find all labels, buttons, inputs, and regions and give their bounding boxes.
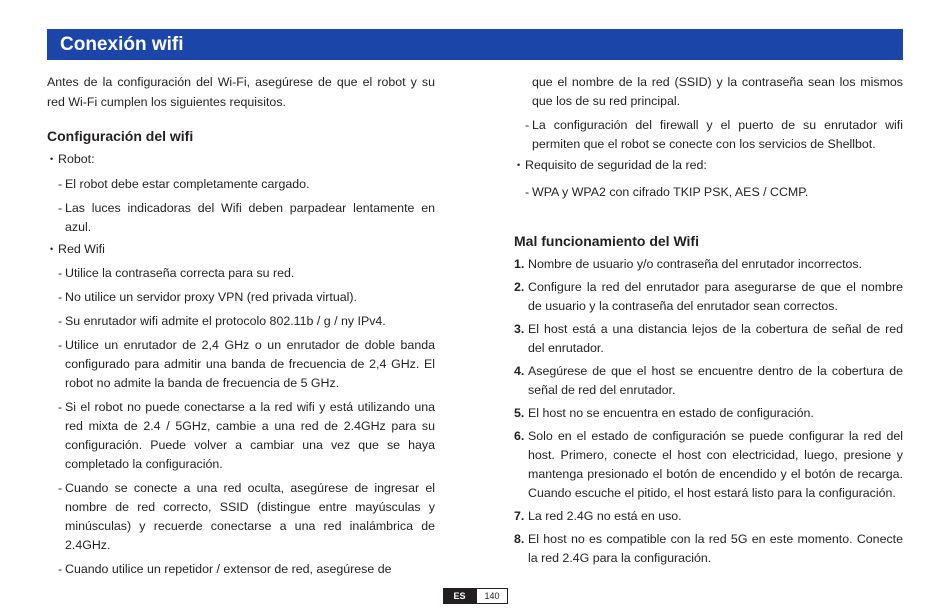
malfunction-item	[514, 507, 903, 526]
item-text: El host no es compatible con la red 5G en este momento. Conecte la red 2.4G para la configuración.	[528, 531, 903, 565]
redwifi-item: - La configuración del firewall y el puerto de su enrutador wifi permiten que el robot se conecte con los servicios de Shellbot.	[514, 116, 903, 154]
section-title-config: Configuración del wifi	[47, 128, 194, 144]
security-item: - WPA y WPA2 con cifrado TKIP PSK, AES / CCMP.	[514, 183, 903, 202]
item-number: 1.	[514, 256, 525, 271]
language-badge: ES	[443, 588, 476, 604]
item-number: 7.	[514, 508, 525, 523]
item-text: El host está a una distancia lejos de la cobertura de señal de red del enrutador.	[528, 321, 903, 355]
malfunction-list	[514, 255, 903, 568]
right-column	[514, 73, 903, 568]
intro-paragraph: Antes de la configuración del Wi-Fi, asegúrese de que el robot y su red Wi-Fi cumplen los siguientes requisitos.	[47, 75, 435, 109]
item-number: 3.	[514, 321, 525, 336]
malfunction-item	[514, 320, 903, 358]
redwifi-label: • Red Wifi	[47, 240, 435, 260]
item-number: 4.	[514, 363, 525, 378]
redwifi-item: - Utilice un enrutador de 2,4 GHz o un enrutador de doble banda configurado para admitir una banda de frecuencia de 2,4 GHz. El robot no admite la banda de frecuencia de 5 GHz.	[47, 336, 435, 393]
item-text: Configure la red del enrutador para asegurarse de que el nombre de usuario y la contraseña del enrutador sean correctos.	[528, 279, 903, 313]
redwifi-item: - Cuando utilice un repetidor / extensor de red, asegúrese de	[47, 560, 435, 579]
malfunction-item	[514, 278, 903, 316]
item-number: 8.	[514, 531, 525, 546]
section-title-malfunction: Mal funcionamiento del Wifi	[514, 232, 699, 249]
robot-item: - Las luces indicadoras del Wifi deben parpadear lentamente en azul.	[47, 199, 435, 237]
redwifi-item: - No utilice un servidor proxy VPN (red privada virtual).	[47, 288, 435, 307]
page-number: 140	[476, 588, 508, 604]
page-title: Conexión wifi	[47, 29, 903, 60]
item-number: 6.	[514, 428, 525, 443]
malfunction-item	[514, 255, 903, 274]
continuation-text: que el nombre de la red (SSID) y la contraseña sean los mismos que los de su red principal.	[532, 75, 903, 108]
left-column	[47, 73, 435, 579]
item-number: 2.	[514, 279, 525, 294]
robot-label: • Robot:	[47, 150, 435, 170]
malfunction-item	[514, 362, 903, 400]
item-text: El host no se encuentra en estado de configuración.	[528, 405, 814, 420]
redwifi-item: - Utilice la contraseña correcta para su red.	[47, 264, 435, 283]
malfunction-item	[514, 427, 903, 503]
malfunction-item	[514, 530, 903, 568]
item-text: La red 2.4G no está en uso.	[528, 508, 682, 523]
malfunction-item	[514, 404, 903, 423]
item-text: Solo en el estado de configuración se puede configurar la red del host. Primero, conecte el host con electricidad, luego, presione y mantenga presionado el botón de encendido y el botón de recarga. Cuando escuche el pitido, el host estará listo para la configuración.	[528, 428, 903, 500]
item-text: Asegúrese de que el host se encuentre dentro de la cobertura de señal de red del enrutador.	[528, 363, 903, 397]
security-label: • Requisito de seguridad de la red:	[514, 156, 903, 176]
item-number: 5.	[514, 405, 525, 420]
redwifi-item: - Si el robot no puede conectarse a la red wifi y está utilizando una red mixta de 2.4 / 5GHz, cambie a una red de 2.4GHz para su configuración. Puede volver a cambiar una vez que se haya completado la configuración.	[47, 398, 435, 474]
item-text: Nombre de usuario y/o contraseña del enrutador incorrectos.	[528, 256, 863, 271]
redwifi-item: - Cuando se conecte a una red oculta, asegúrese de ingresar el nombre de red correcto, SSID (distingue entre mayúsculas y minúsculas) y recuerde conectarse a una red inalámbrica de 2.4GHz.	[47, 479, 435, 555]
robot-item: - El robot debe estar completamente cargado.	[47, 175, 435, 194]
redwifi-item: - Su enrutador wifi admite el protocolo 802.11b / g / ny IPv4.	[47, 312, 435, 331]
